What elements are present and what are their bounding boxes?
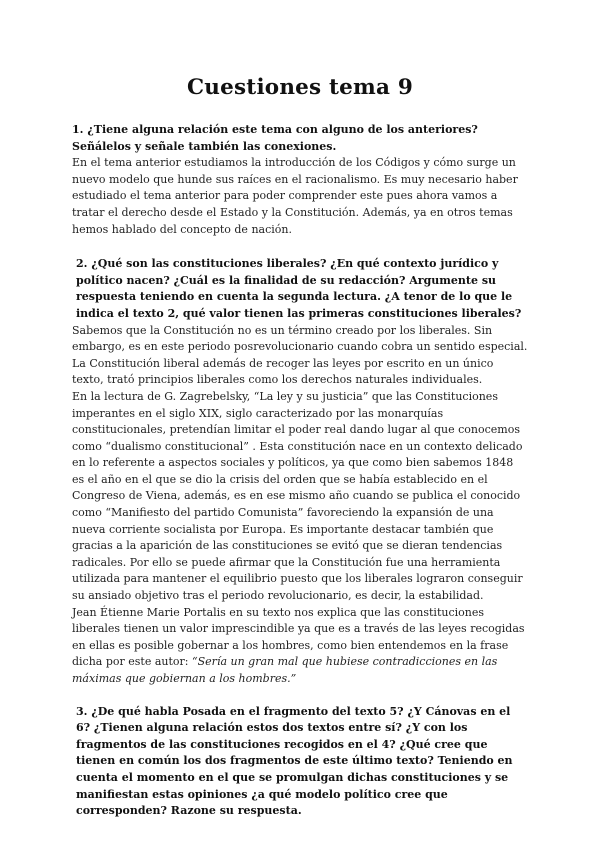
page-title: Cuestiones tema 9 (186, 75, 413, 100)
question-1: 1. ¿Tiene alguna relación este tema con alguno de los anteriores? Señálelos y señale también las conexiones. (72, 123, 478, 153)
answer-2-paragraph-2: En la lectura de G. Zagrebelsky, “La ley y su justicia” que las Constituciones imperantes en el siglo XIX, siglo caracterizado por las monarquías constitucionales, pretendían limitar el poder real dando lugar al que conocemos como “dualismo constitucional” . Esta constitución nace en un contexto delicado en lo referente a aspectos sociales y políticos, ya que como bien sabemos 1848 es el año en el que se dio la crisis del orden que se había establecido en el Congreso de Viena, además, es en ese mismo año cuando se publica el conocido como “Manifiesto del partido Comunista” favoreciendo la expansión de una nueva corriente socialista por Europa. Es importante destacar también que gracias a la aparición de las constituciones se evitó que se dieran tendencias radicales. Por ello se puede afirmar que la Constitución fue una herramienta utilizada para mantener el equilibrio puesto que los liberales lograron conseguir su ansiado objetivo tras el periodo revolucionario, es decir, la estabilidad. (72, 389, 523, 603)
portalis-quote: “Sería un gran mal que hubiese contradicciones en las máximas que gobiernan a los hombres.” (72, 655, 498, 685)
answer-2-paragraph-3-text: Jean Étienne Marie Portalis en su texto nos explica que las constituciones liberales tienen un valor imprescindible ya que es a través de las leyes recogidas en ellas es posible gobernar a los hombres, como bien entendemos en la frase dicha por este autor: (72, 605, 525, 669)
answer-2-paragraph-3 (72, 605, 528, 688)
answer-2-paragraph-1: Sabemos que la Constitución no es un término creado por los liberales. Sin embargo, es en este periodo posrevolucionario cuando cobra un sentido especial. La Constitución liberal además de recoger las leyes por escrito en un único texto, trató principios liberales como los derechos naturales individuales. (72, 323, 528, 387)
question-2: 2. ¿Qué son las constituciones liberales? ¿En qué contexto jurídico y político nacen? ¿Cuál es la finalidad de su redacción? Argumente su respuesta teniendo en cuenta la segunda lectura. ¿A tenor de lo que le indica el texto 2, qué valor tienen las primeras constituciones liberales? (76, 257, 522, 320)
answer-1-paragraph-1: En el tema anterior estudiamos la introducción de los Códigos y cómo surge un nuevo modelo que hunde sus raíces en el racionalismo. Es muy necesario haber estudiado el tema anterior para poder comprender este pues ahora vamos a tratar el derecho desde el Estado y la Constitución. Además, ya en otros temas hemos hablado del concepto de nación. (72, 156, 518, 236)
question-3: 3. ¿De qué habla Posada en el fragmento del texto 5? ¿Y Cánovas en el 6? ¿Tienen alguna relación estos dos textos entre sí? ¿Y con los fragmentos de las constituciones recogidos en el 4? ¿Qué cree que tienen en común los dos fragmentos de este último texto? Teniendo en cuenta el momento en el que se promulgan dichas constituciones y se manifiestan estas opiniones ¿a qué modelo político cree que corresponden? Razone su respuesta. (76, 704, 513, 818)
